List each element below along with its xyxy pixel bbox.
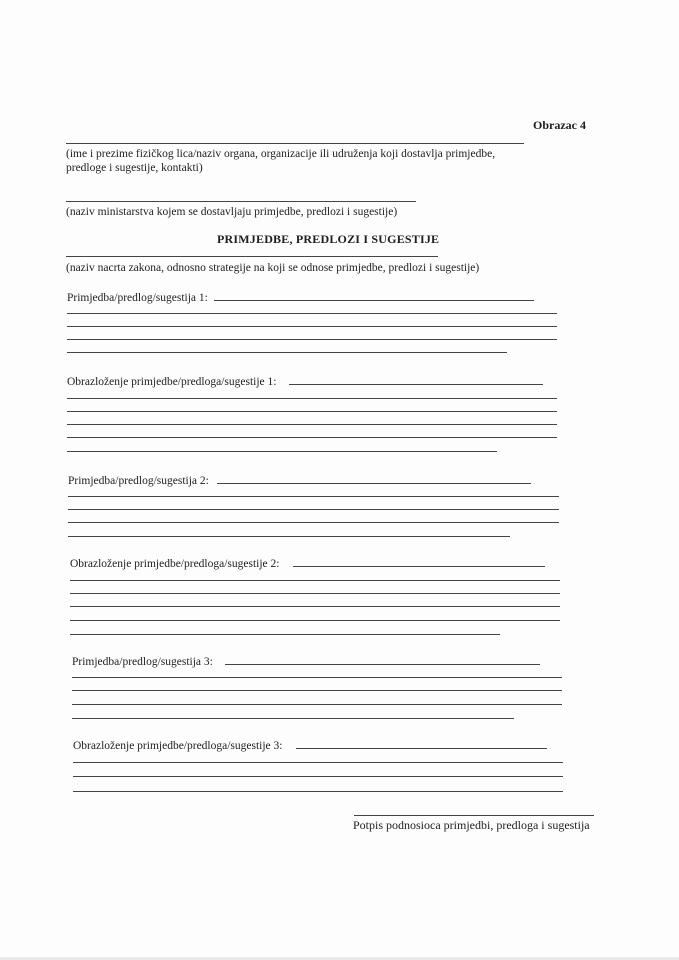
section-4-line[interactable] xyxy=(70,634,500,635)
ministry-caption: (naziv ministarstva kojem se dostavljaju primjedbe, predlozi i sugestije) xyxy=(66,206,398,218)
section-label-primjedba-3: Primjedba/predlog/sugestija 3: xyxy=(72,656,213,668)
section-3-line[interactable] xyxy=(68,509,559,510)
section-4-line[interactable] xyxy=(70,580,560,581)
page-title: PRIMJEDBE, PREDLOZI I SUGESTIJE xyxy=(217,232,440,246)
section-1-line[interactable] xyxy=(67,326,557,327)
section-6-line[interactable] xyxy=(73,791,563,792)
section-2-line[interactable] xyxy=(67,437,557,438)
submitter-field-line[interactable] xyxy=(66,143,524,144)
section-2-first-line[interactable] xyxy=(289,384,543,385)
section-label-obrazlozenje-1: Obrazloženje primjedbe/predloga/sugestije 1: xyxy=(67,376,277,388)
section-3-line[interactable] xyxy=(68,522,559,523)
section-2-line[interactable] xyxy=(67,424,557,425)
section-3-line[interactable] xyxy=(68,496,559,497)
section-2-line[interactable] xyxy=(67,451,497,452)
section-1-first-line[interactable] xyxy=(214,300,534,301)
section-4-line[interactable] xyxy=(70,620,560,621)
section-1-line[interactable] xyxy=(67,352,507,353)
section-1-line[interactable] xyxy=(67,339,557,340)
draft-name-caption: (naziv nacrta zakona, odnosno strategije na koji se odnose primjedbe, predlozi i sugestije) xyxy=(66,262,480,274)
ministry-field-line[interactable] xyxy=(66,201,416,202)
section-5-line[interactable] xyxy=(72,704,562,705)
section-2-line[interactable] xyxy=(67,411,557,412)
submitter-caption: (ime i prezime fizičkog lica/naziv organa, organizacije ili udruženja koji dostavlja primjedbe, predloge i sugestije, kontakti) xyxy=(66,148,496,174)
form-number: Obrazac 4 xyxy=(533,118,586,132)
section-5-line[interactable] xyxy=(72,718,514,719)
section-4-first-line[interactable] xyxy=(293,566,545,567)
section-label-obrazlozenje-3: Obrazloženje primjedbe/predloga/sugestije 3: xyxy=(73,740,283,752)
section-3-line[interactable] xyxy=(68,536,510,537)
section-label-primjedba-2: Primjedba/predlog/sugestija 2: xyxy=(68,475,209,487)
section-2-line[interactable] xyxy=(67,398,557,399)
section-3-first-line[interactable] xyxy=(217,483,531,484)
section-label-primjedba-1: Primjedba/predlog/sugestija 1: xyxy=(67,292,208,304)
section-6-line[interactable] xyxy=(73,762,563,763)
section-6-line[interactable] xyxy=(73,776,563,777)
section-5-first-line[interactable] xyxy=(225,664,540,665)
section-6-first-line[interactable] xyxy=(296,748,547,749)
section-5-line[interactable] xyxy=(72,690,562,691)
section-1-line[interactable] xyxy=(67,313,557,314)
signature-line[interactable] xyxy=(354,815,594,816)
section-5-line[interactable] xyxy=(72,677,562,678)
section-4-line[interactable] xyxy=(70,606,560,607)
signature-caption: Potpis podnosioca primjedbi, predloga i sugestija xyxy=(353,818,590,832)
section-4-line[interactable] xyxy=(70,593,560,594)
draft-name-field-line[interactable] xyxy=(66,256,438,257)
section-label-obrazlozenje-2: Obrazloženje primjedbe/predloga/sugestije 2: xyxy=(70,558,280,570)
